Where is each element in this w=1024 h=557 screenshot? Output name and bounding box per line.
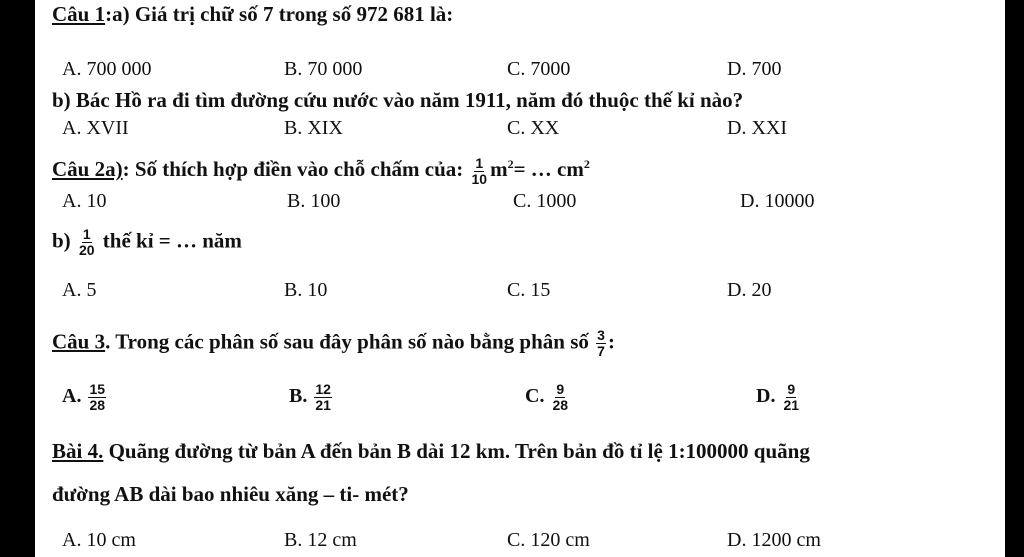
q4-option-a: A. 10 cm — [62, 529, 136, 551]
q4-option-d: D. 1200 cm — [727, 529, 821, 551]
fraction-numerator: 3 — [597, 327, 605, 343]
q3-option-b — [289, 382, 334, 413]
q2-b-option-a: A. 5 — [62, 279, 97, 301]
q1-b-question: b) Bác Hồ ra đi tìm đường cứu nước vào năm 1911, năm đó thuộc thế kỉ nào? — [52, 88, 744, 112]
q2-a-option-c: C. 1000 — [513, 190, 577, 212]
q1-b-option-d: D. XXI — [727, 117, 787, 139]
fraction-denominator: 21 — [783, 397, 800, 413]
q4-label: Bài 4. — [52, 439, 104, 463]
q2-b-question — [52, 227, 242, 258]
option-fraction — [314, 382, 332, 413]
q3-fraction — [596, 328, 606, 359]
q1-a-option-b: B. 70 000 — [284, 58, 363, 80]
fraction-denominator: 20 — [78, 242, 95, 258]
option-letter: C. — [525, 385, 545, 408]
q3-text: . Trong các phân số sau đây phân số nào bằng phân số — [105, 329, 595, 354]
q2-a-exponent-2: 2 — [583, 157, 590, 171]
fraction-numerator: 1 — [82, 226, 91, 242]
option-letter: D. — [756, 385, 776, 408]
q2-b-text: thế kỉ = … năm — [97, 228, 242, 253]
q1-b-option-b: B. XIX — [284, 117, 343, 139]
fraction-denominator: 10 — [471, 170, 488, 187]
q3-option-d — [756, 382, 802, 413]
fraction-numerator: 1 — [475, 154, 484, 171]
q2-a-rest: = … cm — [513, 157, 584, 181]
q1-b-option-c: C. XX — [507, 117, 560, 139]
q2-a-option-a: A. 10 — [62, 190, 107, 212]
fraction-denominator: 28 — [552, 397, 569, 413]
q2-label: Câu 2a) — [52, 157, 123, 181]
q1-a-question — [52, 2, 453, 26]
q1-a-text: :a) Giá trị chữ số 7 trong số 972 681 là: — [105, 2, 454, 26]
fraction-numerator: 12 — [315, 381, 331, 397]
fraction-numerator: 9 — [556, 381, 565, 397]
q2-b-prefix: b) — [52, 228, 76, 253]
q1-a-option-c: C. 7000 — [507, 58, 571, 80]
document-page — [35, 0, 1005, 557]
q2-b-fraction — [78, 227, 96, 258]
q4-question-line-1 — [52, 439, 810, 463]
option-fraction — [551, 382, 569, 413]
q2-b-option-b: B. 10 — [284, 279, 328, 301]
q3-question — [52, 328, 615, 359]
q2-a-option-d: D. 10000 — [740, 190, 815, 212]
option-fraction — [88, 382, 106, 413]
option-letter: A. — [62, 385, 82, 408]
q1-a-option-d: D. 700 — [727, 58, 782, 80]
q1-b-option-a: A. XVII — [62, 117, 129, 139]
fraction-denominator: 21 — [315, 397, 331, 413]
q4-text-1: Quãng đường từ bản A đến bản B dài 12 km. Trên bản đồ tỉ lệ 1:100000 quãng — [103, 439, 810, 463]
option-fraction — [782, 382, 800, 413]
q2-a-question — [52, 152, 590, 187]
q2-a-exponent: 2 — [507, 157, 514, 171]
q1-a-option-a: A. 700 000 — [62, 58, 152, 80]
q2-a-option-b: B. 100 — [287, 190, 341, 212]
q4-option-b: B. 12 cm — [284, 529, 357, 551]
q2-a-fraction — [471, 156, 489, 187]
q2-a-unit: m — [490, 157, 508, 181]
fraction-denominator: 28 — [89, 397, 106, 413]
q3-colon: : — [607, 329, 615, 354]
fraction-denominator: 7 — [597, 343, 605, 359]
q3-label: Câu 3 — [52, 329, 106, 354]
q2-b-option-c: C. 15 — [507, 279, 551, 301]
option-letter: B. — [289, 385, 308, 408]
q1-label: Câu 1 — [52, 2, 106, 26]
q3-option-a — [62, 382, 108, 413]
fraction-numerator: 9 — [787, 381, 796, 397]
q4-question-line-2: đường AB dài bao nhiêu xăng – ti- mét? — [52, 482, 409, 506]
q4-option-c: C. 120 cm — [507, 529, 590, 551]
fraction-numerator: 15 — [89, 381, 106, 397]
q3-option-c — [525, 382, 571, 413]
q2-a-text: : Số thích hợp điền vào chỗ chấm của: — [122, 157, 469, 181]
q2-b-option-d: D. 20 — [727, 279, 772, 301]
